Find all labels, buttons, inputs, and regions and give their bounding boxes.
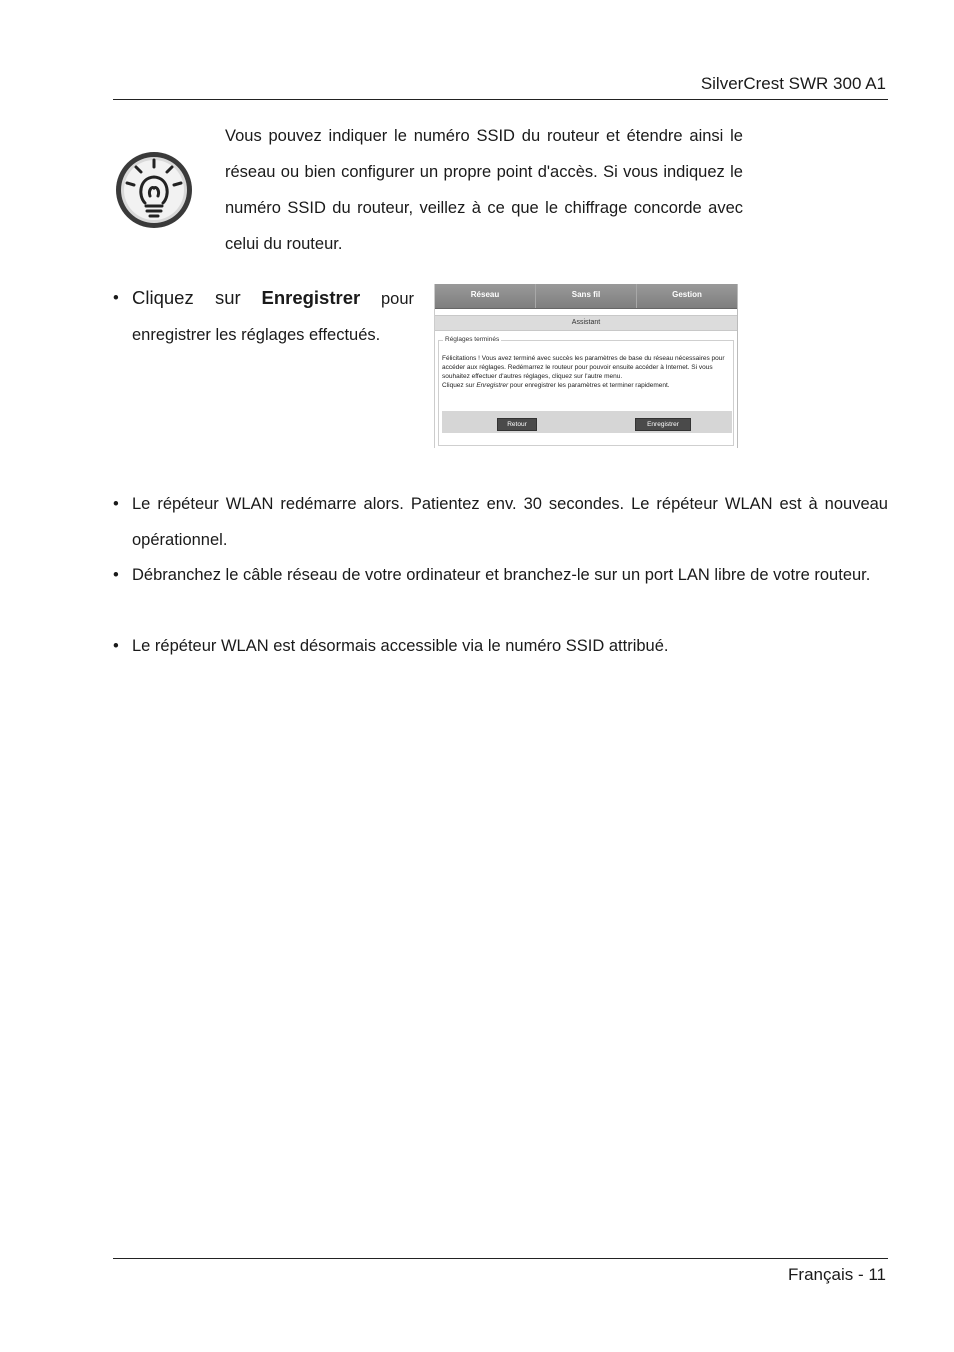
header-rule — [113, 99, 888, 100]
bullet-text: Débranchez le câble réseau de votre ordinateur et branchez-le sur un port LAN libre de votre routeur. — [132, 566, 871, 584]
bullet-icon: • — [113, 289, 119, 307]
tip-text: Vous pouvez indiquer le numéro SSID du routeur et étendre ainsi le réseau ou bien configurer un propre point d'accès. Si vous indiquez le numéro SSID du routeur, veillez à ce que le chiffrage concorde avec celui du routeur. — [225, 127, 743, 253]
section-title: Assistant — [435, 315, 737, 331]
router-tabs — [435, 284, 737, 309]
message-line-2: Cliquez sur Enregistrer pour enregistrer les paramètres et terminer rapidement. — [442, 382, 670, 389]
lightbulb-icon — [114, 150, 194, 230]
header-title: SilverCrest SWR 300 A1 — [700, 74, 886, 93]
tip-paragraph — [225, 118, 743, 262]
bullet-text: Le répéteur WLAN redémarre alors. Patientez env. 30 secondes. Le répéteur WLAN est à nouveau opérationnel. — [132, 495, 888, 549]
bullet-lead: Cliquez sur — [132, 287, 241, 308]
bullet-icon: • — [113, 637, 119, 655]
tab-network[interactable]: Réseau — [435, 284, 536, 308]
bullet-icon: • — [113, 566, 119, 584]
message — [442, 354, 730, 390]
list-item — [113, 557, 888, 593]
footer-rule — [113, 1258, 888, 1259]
tab-wireless[interactable]: Sans fil — [536, 284, 637, 308]
settings-fieldset — [438, 336, 734, 446]
message-line-1: Félicitations ! Vous avez terminé avec succès les paramètres de base du réseau nécessaires pour accéder aux réglages. Redémarrez le routeur pour pouvoir ensuite accéder à Internet. Si vous souhaitez effectuer d'autres réglages, cliquez sur l'autre menu. — [442, 355, 725, 380]
bullet-rest: pour enregistrer les réglages effectués. — [132, 290, 414, 344]
list-item — [113, 280, 414, 353]
back-button[interactable]: Retour — [497, 418, 537, 431]
router-screenshot — [434, 284, 738, 448]
bullet-text: Le répéteur WLAN est désormais accessible via le numéro SSID attribué. — [132, 637, 669, 655]
page-number: Français - 11 — [788, 1265, 886, 1284]
button-bar — [442, 411, 732, 433]
save-button[interactable]: Enregistrer — [635, 418, 691, 431]
bullet-icon: • — [113, 495, 119, 513]
list-item — [113, 628, 888, 664]
bullet-bold: Enregistrer — [261, 287, 361, 308]
fieldset-legend: Réglages terminés — [445, 336, 500, 343]
list-item — [113, 486, 888, 558]
tab-management[interactable]: Gestion — [637, 284, 737, 308]
